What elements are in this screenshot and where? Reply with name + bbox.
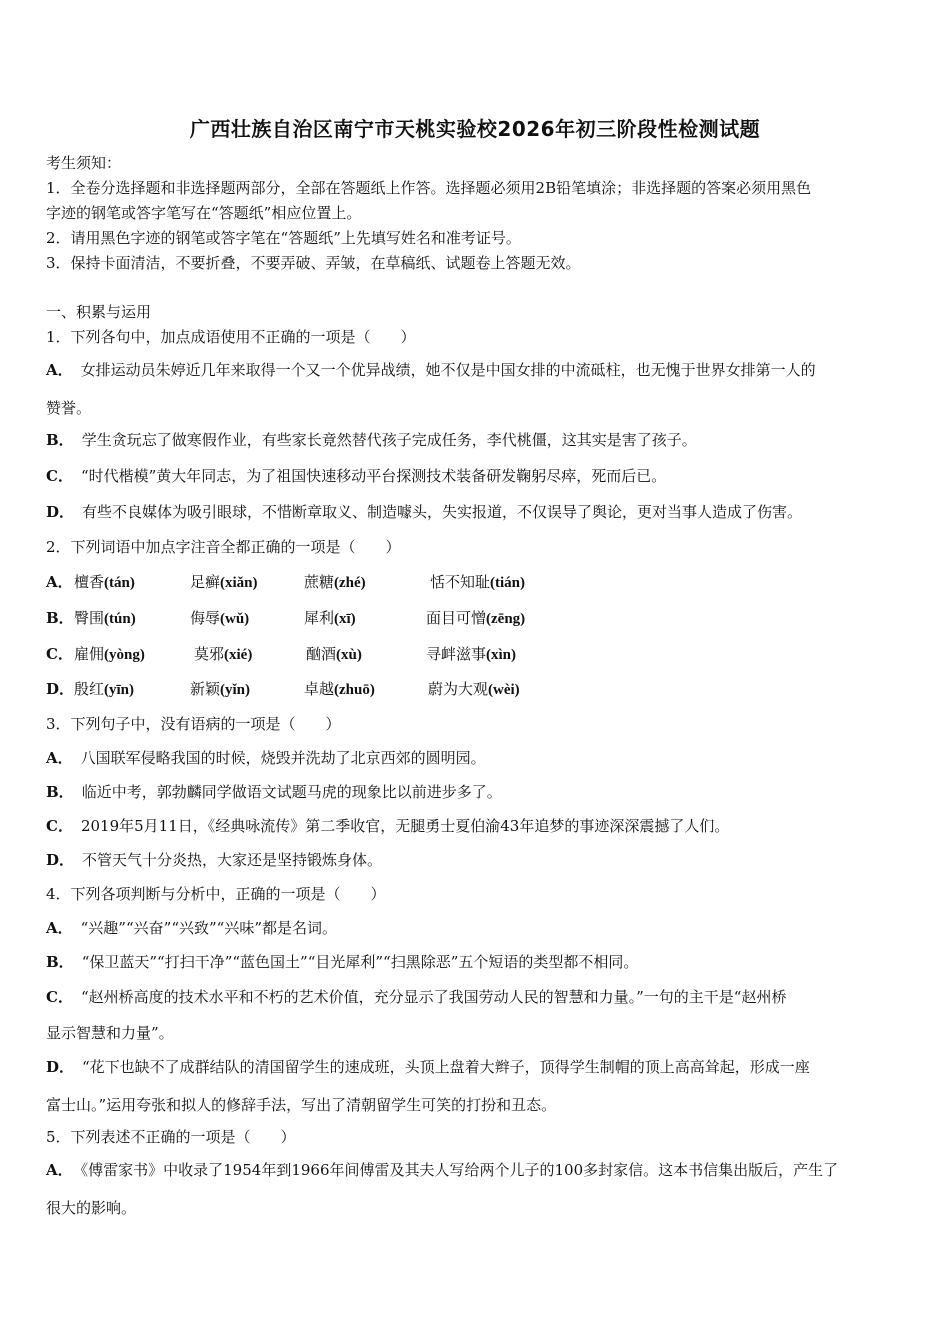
q4-option-c-cont: 显示智慧和力量”。 <box>46 1024 174 1042</box>
notice-item: 字迹的钢笔或答字笔写在“答题纸”相应位置上。 <box>46 204 362 222</box>
pinyin-cell <box>74 679 134 700</box>
q4-option-c <box>46 987 906 1007</box>
pinyin: (xìn) <box>486 647 517 663</box>
question-5-stem: 5．下列表述不正确的一项是（ ） <box>46 1128 296 1146</box>
pinyin: (tún) <box>104 611 136 627</box>
option-label: A． <box>46 573 73 591</box>
pinyin-cell <box>190 679 250 700</box>
option-label: A． <box>46 749 73 767</box>
option-text: 不管天气十分炎热，大家还是坚持锻炼身体。 <box>82 851 383 869</box>
option-text: 女排运动员朱婷近几年来取得一个又一个优异战绩，她不仅是中国女排的中流砥柱，也无愧于世界女排第一人的 <box>80 361 816 379</box>
option-label: C． <box>46 988 73 1006</box>
word: 卓越 <box>304 680 335 698</box>
option-label: B． <box>46 609 74 627</box>
word: 恬不知耻 <box>430 573 491 591</box>
word: 蔗糖 <box>304 573 335 591</box>
pinyin: (zhuō) <box>334 682 375 698</box>
option-label: D． <box>46 503 75 521</box>
option-text: 临近中考，郭勃麟同学做语文试题马虎的现象比以前进步多了。 <box>81 783 502 801</box>
q4-option-a <box>46 918 906 938</box>
option-text: “时代楷模”黄大年同志，为了祖国快速移动平台探测技术装备研发鞠躬尽瘁，死而后已。 <box>80 467 667 485</box>
word: 侮辱 <box>190 609 221 627</box>
word: 寻衅滋事 <box>426 645 487 663</box>
q1-option-a-cont: 赞誉。 <box>46 399 92 417</box>
pinyin: (xiǎn) <box>220 575 258 591</box>
word: 臀围 <box>74 609 105 627</box>
q1-option-a <box>46 360 906 380</box>
pinyin-cell <box>304 679 375 700</box>
word: 蔚为大观 <box>428 680 489 698</box>
pinyin-cell <box>426 644 516 665</box>
option-text: “兴趣”“兴奋”“兴致”“兴味”都是名词。 <box>80 919 337 937</box>
notice-item: 3．保持卡面清洁，不要折叠，不要弄破、弄皱，在草稿纸、试题卷上答题无效。 <box>46 254 581 272</box>
section-heading: 一、积累与运用 <box>46 303 152 321</box>
option-label: C． <box>46 467 73 485</box>
pinyin: (xù) <box>336 647 362 663</box>
option-label: C． <box>46 817 73 835</box>
pinyin: (zhé) <box>334 575 366 591</box>
pinyin: (yīn) <box>104 682 135 698</box>
exam-title: 广西壮族自治区南宁市天桃实验校2026年初三阶段性检测试题 <box>189 117 761 141</box>
q5-option-a-cont: 很大的影响。 <box>46 1199 137 1217</box>
word: 面目可憎 <box>426 609 487 627</box>
pinyin: (tán) <box>104 575 135 591</box>
pinyin-cell <box>194 644 252 665</box>
pinyin-cell <box>304 572 366 593</box>
pinyin-cell <box>74 572 135 593</box>
pinyin-cell <box>430 572 525 593</box>
pinyin-cell <box>428 679 520 700</box>
q5-option-a <box>46 1160 906 1180</box>
pinyin: (zēng) <box>486 611 526 627</box>
q4-option-d <box>46 1057 906 1077</box>
option-label: B． <box>46 953 74 971</box>
pinyin: (yòng) <box>104 647 145 663</box>
question-4-stem: 4．下列各项判断与分析中，正确的一项是（ ） <box>46 885 386 903</box>
pinyin-cell <box>74 608 136 629</box>
word: 檀香 <box>74 573 105 591</box>
option-label: B． <box>46 431 74 449</box>
question-2-stem: 2．下列词语中加点字注音全都正确的一项是（ ） <box>46 538 401 556</box>
word: 酗酒 <box>306 645 337 663</box>
option-label: A． <box>46 1161 73 1179</box>
pinyin: (wǔ) <box>220 611 250 627</box>
word: 足癣 <box>190 573 221 591</box>
option-text: 有些不良媒体为吸引眼球，不惜断章取义、制造噱头，失实报道，不仅误导了舆论，更对当事人造成了伤害。 <box>82 503 803 521</box>
question-1-stem: 1．下列各句中，加点成语使用不正确的一项是（ ） <box>46 328 416 346</box>
pinyin: (tián) <box>490 575 526 591</box>
word: 雇佣 <box>74 645 105 663</box>
q1-option-b <box>46 430 906 450</box>
option-label: A． <box>46 361 73 379</box>
notice-item: 2．请用黑色字迹的钢笔或答字笔在“答题纸”上先填写姓名和准考证号。 <box>46 229 521 247</box>
question-3-stem: 3．下列句子中，没有语病的一项是（ ） <box>46 715 341 733</box>
word: 犀利 <box>304 609 335 627</box>
pinyin-cell <box>304 608 356 629</box>
pinyin: (yǐn) <box>220 682 251 698</box>
option-text: “花下也缺不了成群结队的清国留学生的速成班，头顶上盘着大辫子，顶得学生制帽的顶上高高耸起，形成一座 <box>82 1058 810 1076</box>
notice-item: 1．全卷分选择题和非选择题两部分，全部在答题纸上作答。选择题必须用2B铅笔填涂；非选择题的答案必须用黑色 <box>46 179 812 197</box>
q3-option-d <box>46 850 906 870</box>
option-text: 2019年5月11日，《经典咏流传》第二季收官，无腿勇士夏伯渝43年追梦的事迹深深震撼了人们。 <box>80 817 730 835</box>
pinyin-cell <box>306 644 362 665</box>
option-text: 学生贪玩忘了做寒假作业，有些家长竟然替代孩子完成任务，李代桃僵，这其实是害了孩子。 <box>81 431 697 449</box>
pinyin-cell <box>426 608 525 629</box>
pinyin: (wèi) <box>488 682 520 698</box>
option-label: C． <box>46 645 73 663</box>
q4-option-d-cont: 富士山。”运用夸张和拟人的修辞手法，写出了清朝留学生可笑的打扮和丑态。 <box>46 1096 557 1114</box>
pinyin: (xié) <box>224 647 253 663</box>
option-label: D． <box>46 680 75 698</box>
option-label: B． <box>46 783 74 801</box>
word: 莫邪 <box>194 645 225 663</box>
option-text: 八国联军侵略我国的时候，烧毁并洗劫了北京西郊的圆明园。 <box>80 749 486 767</box>
pinyin-cell <box>190 608 249 629</box>
q3-option-c <box>46 816 906 836</box>
option-label: A． <box>46 919 73 937</box>
notice-heading: 考生须知： <box>46 154 122 172</box>
q3-option-a <box>46 748 906 768</box>
option-text: 《傅雷家书》中收录了1954年到1966年间傅雷及其夫人写给两个儿子的100多封家信。这本书信集出版后，产生了 <box>80 1161 839 1179</box>
pinyin-cell <box>190 572 258 593</box>
q1-option-c <box>46 466 906 486</box>
word: 新颖 <box>190 680 221 698</box>
option-label: D． <box>46 1058 75 1076</box>
word: 殷红 <box>74 680 105 698</box>
pinyin-cell <box>74 644 145 665</box>
q1-option-d <box>46 502 906 522</box>
option-text: “赵州桥高度的技术水平和不朽的艺术价值，充分显示了我国劳动人民的智慧和力量。”一句的主干是“赵州桥 <box>80 988 787 1006</box>
option-label: D． <box>46 851 75 869</box>
q3-option-b <box>46 782 906 802</box>
option-text: “保卫蓝天”“打扫干净”“蓝色国土”“目光犀利”“扫黑除恶”五个短语的类型都不相同。 <box>81 953 639 971</box>
pinyin: (xī) <box>334 611 356 627</box>
q4-option-b <box>46 952 906 972</box>
